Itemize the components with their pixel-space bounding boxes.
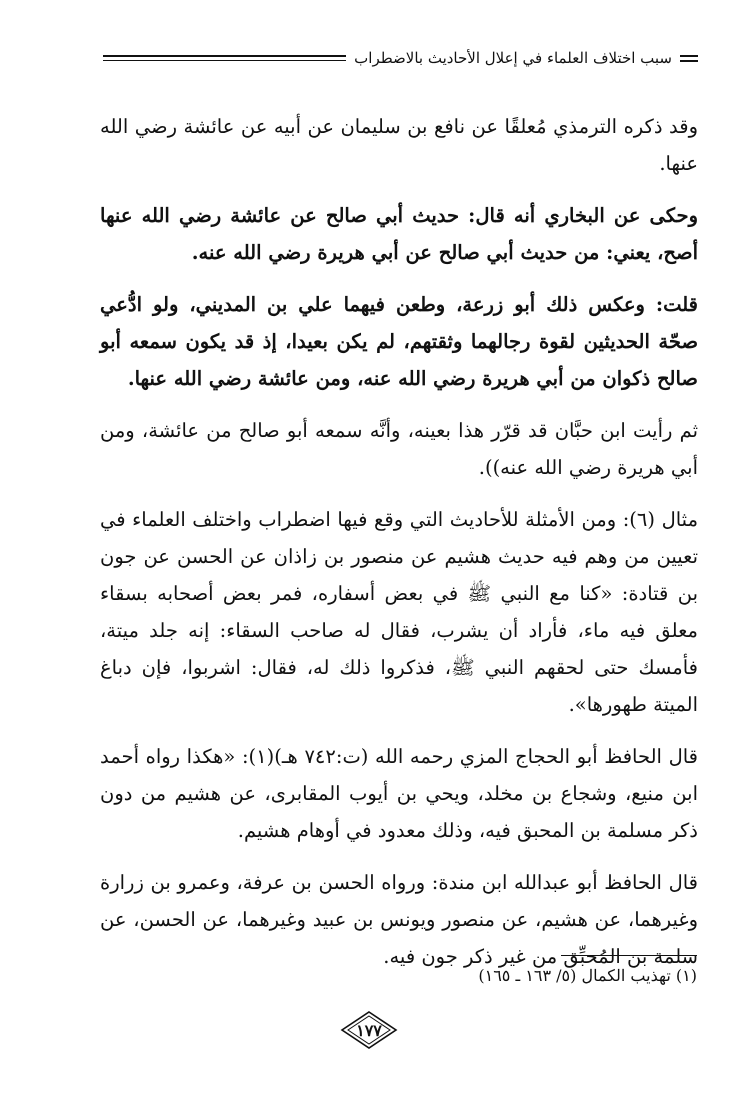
header-title: سبب اختلاف العلماء في إعلال الأحاديث بالاضطراب [354, 49, 672, 67]
footnote-divider [561, 955, 697, 956]
header-rule [103, 55, 346, 61]
main-text [100, 108, 698, 990]
header-ornament [680, 55, 698, 62]
running-header [103, 44, 698, 72]
paragraph: قال الحافظ أبو عبدالله ابن مندة: ورواه الحسن بن عرفة، وعمرو بن زرارة وغيرهما، عن هشيم، عن منصور ويونس بن عبيد وغيرهما، عن الحسن، عن سلمة بن المُحبِّق من غير ذكر جون فيه. [100, 871, 698, 968]
paragraph: مثال (٦): ومن الأمثلة للأحاديث التي وقع فيها اضطراب واختلف العلماء في تعيين من وهم فيه حديث هشيم عن منصور بن زاذان عن الحسن عن جون بن قتادة: «كنا مع النبي ﷺ في بعض أسفاره، فمر بعض أصحابه بسقاء معلق فيه ماء، فأراد أن يشرب، فقال له صاحب السقاء: إنه جلد ميتة، فأمسك حتى لحقهم النبي ﷺ، فذكروا ذلك له، فقال: اشربوا، فإن دباغ الميتة طهورها». [100, 508, 699, 716]
paragraph: وحكى عن البخاري أنه قال: حديث أبي صالح عن عائشة رضي الله عنها أصح، يعني: من حديث أبي صالح عن أبي هريرة رضي الله عنه. [100, 204, 698, 264]
page-number: ١٧٧ [356, 1020, 382, 1040]
page-number-badge [340, 1010, 398, 1050]
paragraph: قلت: وعكس ذلك أبو زرعة، وطعن فيهما علي بن المديني، ولو ادُّعي صحّة الحديثين لقوة رجالهما وثقتهم، لم يكن بعيدا، إذ قد يكون سمعه أبو صالح ذكوان من أبي هريرة رضي الله عنه، ومن عائشة رضي الله عنها. [100, 293, 698, 390]
paragraph: وقد ذكره الترمذي مُعلقًا عن نافع بن سليمان عن أبيه عن عائشة رضي الله عنها. [100, 115, 698, 175]
footnote: (١) تهذيب الكمال (٥/ ١٦٣ ـ ١٦٥) [478, 966, 697, 985]
paragraph: قال الحافظ أبو الحجاج المزي رحمه الله (ت:٧٤٢ هـ)(١): «هكذا رواه أحمد ابن منيع، وشجاع بن مخلد، ويحي بن أيوب المقابرى، عن هشيم من دون ذكر مسلمة بن المحبق فيه، وذلك معدود في أوهام هشيم. [100, 745, 698, 842]
paragraph: ثم رأيت ابن حبَّان قد قرّر هذا بعينه، وأنَّه سمعه أبو صالح من عائشة، ومن أبي هريرة رضي الله عنه)). [100, 419, 698, 479]
